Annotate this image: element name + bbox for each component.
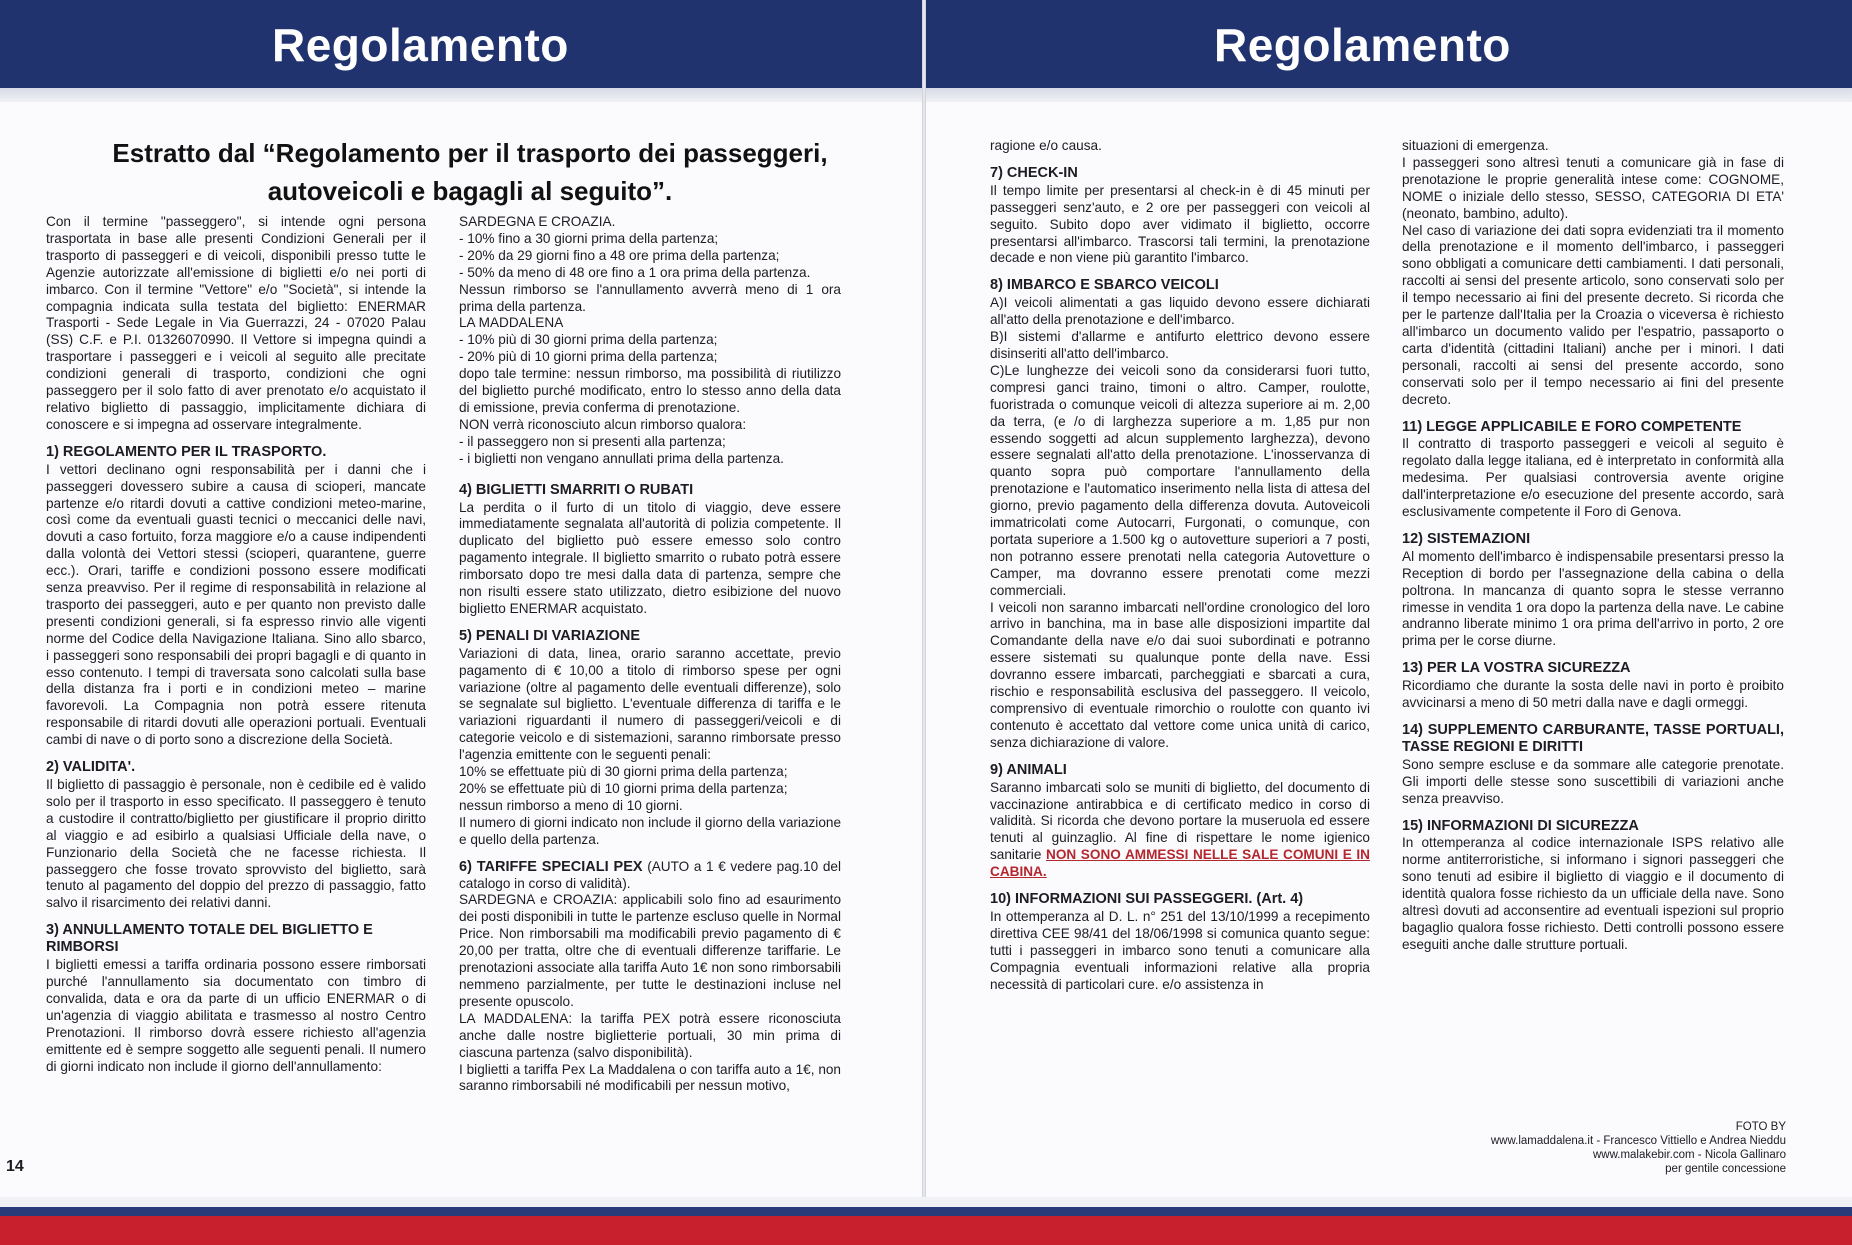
section-5-title: 5) PENALI DI VARIAZIONE xyxy=(459,627,640,644)
column-3 xyxy=(990,138,1370,1004)
section-10-title: 10) INFORMAZIONI SUI PASSEGGERI. (Art. 4) xyxy=(990,891,1304,908)
refund-line: - 20% da 29 giorni fino a 48 ore prima della partenza; xyxy=(459,247,780,263)
section-10-para-1: I passeggeri sono altresì tenuti a comunicare già in fase di prenotazione le proprie generalità intese come: COGNOME, NOME o iniziale dello stesso, SESSO, CATEGORIA DI ETA' (neonato, bambino, adulto). xyxy=(1402,154,1784,221)
section-8-c: C)Le lunghezze dei veicoli sono da considerarsi fuori tutto, compresi ganci traino, timoni o altro. Camper, roulotte, fuoristrada o comunque veicoli di altezza superiore ai m. 2,00 da terra, (e /o di larghezza superiore a m. 1,85 pur non essendo soggetti ad alcun supplemento larghezza), devono essere segnalati all'atto della prenotazione. L'inosservanza di quanto sopra può comportare l'annullamento della prenotazione e l'automatico inserimento nella lista di attesa del giorno, previo pagamento della differenza dovuta. Autoveicoli immatricolati come Autocarri, Furgonati, o comunque, con portata superiore a 1.500 kg o autovetture superiori a 7 posti, non potranno essere prenotati nella categoria Autovetture o Camper, ma dovranno essere prenotati come mezzi commerciali. xyxy=(990,362,1370,598)
header-stripe xyxy=(0,88,922,102)
section-13-title: 13) PER LA VOSTRA SICUREZZA xyxy=(1402,660,1631,677)
intro-paragraph: Con il termine "passeggero", si intende ogni persona trasportata in base alle presenti Condizioni Generali per il trasporto di passeggeri e di veicoli, disponibili presso tutte le Agenzie autorizzate all'emissione di biglietti e/o nei porti di imbarco. Con il termine "Vettore" e/o "Società", si intende la compagnia indicata sulla testata del biglietto: ENERMAR Trasporti - Sede Legale in Via Guerrazzi, 24 - 07020 Palau (SS) C.F. e P.I. 01326070990. Il Vettore si impegna quindi a trasportare i passeggeri e i veicoli al seguito alle precitate condizioni generali di trasporto, condizioni che ogni passeggero per il solo fatto di aver prenotato e/o acquistato il relativo biglietto di passaggio, implicitamente dichiara di conoscere e si impegna ad osservare integralmente. xyxy=(46,214,426,432)
refund-line: - 20% più di 10 giorni prima della partenza; xyxy=(459,349,718,365)
section-12-body: Al momento dell'imbarco è indispensabile presentarsi presso la Reception di bordo per l'assegnazione della cabina o della poltrona. In mancanza di quanto sopra le stesse verranno rimesse in vendita 1 ora dopo la partenza della nave. Le cabine andranno liberate minimo 1 ora prima dell'arrivo in porto, 2 ore prima per le corse diurne. xyxy=(1402,548,1784,649)
section-5-tail: Il numero di giorni indicato non include il giorno della variazione e quello della partenza. xyxy=(459,814,841,847)
section-4-body: La perdita o il furto di un titolo di viaggio, deve essere immediatamente segnalata all'autorità di polizia competente. Il duplicato del biglietto può essere emesso solo contro pagamento integrale. Il biglietto smarrito o rubato potrà essere rimborsato dopo tre mesi dalla data di partenza, sempre che non risulti essere stato utilizzato, dietro esibizione del nuovo biglietto ENERMAR acquistato. xyxy=(459,499,841,616)
section-4-title: 4) BIGLIETTI SMARRITI O RUBATI xyxy=(459,481,694,498)
section-1-body: I vettori declinano ogni responsabilità per i danni che i passeggeri dovessero subire a causa di scioperi, mancate partenze e/o ritardi dovuti a cattive condizioni meteo-marine, così come da eventuali guasti tecnici o meccanici delle navi, dovuti a caso fortuito, forza maggiore e/o a cause indipendenti dalla volontà dei Vettori stessi (scioperi, quarantene, guerre ecc.). Orari, tariffe e condizioni possono essere modificati senza preavviso. Per il regime di responsabilità in relazione al trasporto dei passeggeri, auto e per quanto non previsto dalle presenti condizioni generali, si fa espresso rinvio alle vigenti norme del Codice della Navigazione Italiana. Sino allo sbarco, i passeggeri sono responsabili dei propri bagagli e di quanto in esso contenuto. I tempi di traversata sono calcolati sulla base della distanza fra i porti e in condizioni meteo – marine favorevoli. La Compagnia non potrà essere ritenuta responsabile di ritardi dovuti alle operazioni portuali. Eventuali cambi di nave o di porto sono a discrezione della Società. xyxy=(46,461,426,748)
refund-line: - il passeggero non si presenti alla partenza; xyxy=(459,433,726,449)
refund-line: SARDEGNA E CROAZIA. xyxy=(459,214,616,229)
continued-text: ragione e/o causa. xyxy=(990,138,1102,153)
section-8-title: 8) IMBARCO E SBARCO VEICOLI xyxy=(990,277,1219,294)
refund-line: - 10% fino a 30 giorni prima della partenza; xyxy=(459,230,719,246)
section-7-title: 7) CHECK-IN xyxy=(990,164,1078,181)
credits-line: FOTO BY xyxy=(1735,1121,1786,1133)
section-8-d: I veicoli non saranno imbarcati nell'ordine cronologico del loro arrivo in banchina, ma in base alle disposizioni impartite dal Comandante della nave e/o dai suoi subordinati e potranno essere sistemati su qualunque ponte della nave. Essi dovranno essere imbarcati, parcheggiati e sbarcati a cura, rischio e responsabilità esclusiva del passeggero. Il veicolo, comprensivo di eventuale rimorchio o roulotte con quanto ivi contenuto è accettato dal vettore come unica unità di carico, senza dichiarazione di valore. xyxy=(990,599,1370,750)
footer-bar xyxy=(0,1197,1852,1245)
section-6-title-rest: (AUTO a 1 € vedere pag.10 del catalogo in corso di validità). xyxy=(459,858,841,891)
section-1-title: 1) REGOLAMENTO PER IL TRASPORTO. xyxy=(46,443,327,460)
credits-line: www.lamaddalena.it - Francesco Vittiello e Andrea Nieddu xyxy=(1490,1135,1786,1147)
footer-stripe-white xyxy=(0,1197,1852,1207)
photo-credits xyxy=(1390,1120,1786,1176)
refund-note: Nessun rimborso se l'annullamento avverrà meno di 1 ora prima della partenza. xyxy=(459,281,841,314)
section-8-a: A)I veicoli alimentati a gas liquido devono essere dichiarati all'atto della prenotazione e dell'imbarco. xyxy=(990,295,1370,328)
section-6-body-1: SARDEGNA e CROAZIA: applicabili solo fino ad esaurimento dei posti disponibili in tutte le partenze escluso quelle in Normal Price. Non rimborsabili ma modificabili previo pagamento di € 20,00 per tratta, oltre che di eventuali differenze tariffarie. Le prenotazioni associate alla tariffa Auto 1€ non sono rimborsabili nemmeno parzialmente, per tutte le destinazioni incluse nel presente opuscolo. xyxy=(459,892,841,1009)
section-9-warning: NON SONO AMMESSI NELLE SALE COMUNI E IN CABINA. xyxy=(990,847,1370,880)
section-12-title: 12) SISTEMAZIONI xyxy=(1402,530,1531,547)
section-15-title: 15) INFORMAZIONI DI SICUREZZA xyxy=(1402,817,1639,834)
section-9-title: 9) ANIMALI xyxy=(990,761,1067,778)
section-7-body: Il tempo limite per presentarsi al check-in è di 45 minuti per passeggeri senz'auto, e 2 ore per passeggeri con veicoli al seguito. Subito dopo aver vidimato il biglietto, occorre presentarsi all'imbarco. Trascorsi tali termini, la prenotazione decade e non viene più garantito l'imbarco. xyxy=(990,182,1370,266)
section-2-title: 2) VALIDITA'. xyxy=(46,759,136,776)
refund-line: - 10% più di 30 giorni prima della partenza; xyxy=(459,332,718,348)
section-5-body: Variazioni di data, linea, orario saranno accettate, previo pagamento di € 10,00 a titolo di rimborso spese per ogni variazione (oltre al pagamento delle eventuali differenze), solo se segnalate sul biglietto. L'eventuale differenza di tariffa e le variazioni riguardanti il numero di passeggeri/veicoli e di categorie veicolo e di sistemazioni, saranno rimborsate presso l'agenzia emittente con le seguenti penali: xyxy=(459,645,841,763)
refund-line: - i biglietti non vengano annullati prima della partenza. xyxy=(459,450,784,466)
section-6-title: 6) TARIFFE SPECIALI PEX xyxy=(459,858,643,875)
header-stripe xyxy=(926,88,1852,102)
section-2-body: Il biglietto di passaggio è personale, non è cedibile ed è valido solo per il trasporto in esso specificato. Il passeggero è tenuto a custodire il contratto/biglietto per giustificare il proprio diritto al viaggio e ad esibirlo a qualsiasi Ufficiale della nave, o Funzionario della Società che ne facesse richiesta. Il passeggero che fosse trovato sprovvisto del biglietto, sarà tenuto al pagamento del doppio del prezzo di passaggio, fatto salvo il risarcimento dei relativi danni. xyxy=(46,777,426,911)
refund-note: dopo tale termine: nessun rimborso, ma possibilità di riutilizzo del biglietto purché modificato, entro lo stesso anno della data di emissione, previa conferma di prenotazione. xyxy=(459,366,841,415)
penalty-line: 10% se effettuate più di 30 giorni prima della partenza; xyxy=(459,764,788,780)
refund-line: - 50% da meno di 48 ore fino a 1 ora prima della partenza. xyxy=(459,264,811,280)
document-subtitle: Estratto dal “Regolamento per il trasporto dei passeggeri, autoveicoli e bagagli al seguito”. xyxy=(112,138,828,206)
section-14-title: 14) SUPPLEMENTO CARBURANTE, TASSE PORTUALI, TASSE REGIONI E DIRITTI xyxy=(1402,722,1784,755)
section-10-para-2: Nel caso di variazione dei dati sopra evidenziati tra il momento della prenotazione e il momento dell'imbarco, i passeggeri sono obbligati a comunicare detti cambiamenti. I dati personali, raccolti ai sensi del presente articolo, sono conservati solo per il tempo necessario ai fini del presente decreto. Si ricorda che per le partenze dall'Italia per la Croazia o viceversa è richiesto all'imbarco un documento valido per l'espatrio, passaporto o carta d'identità (cittadini Italiani) anche per i minori. I dati personali, raccolti ai sensi del presente accordo, sono conservati solo per il tempo necessario ai fini del presente decreto. xyxy=(1402,222,1784,407)
section-8-b: B)I sistemi d'allarme e antifurto elettrico devono essere disinseriti all'atto dell'imbarco. xyxy=(990,329,1370,361)
credits-line: per gentile concessione xyxy=(1665,1163,1786,1175)
section-14-body: Sono sempre escluse e da sommare alle categorie prenotate. Gli importi delle stesse sono suscettibili di variazioni anche senza preavviso. xyxy=(1402,756,1784,806)
right-header-bar xyxy=(926,0,1852,88)
page-spine xyxy=(922,0,926,1245)
section-15-body: In ottemperanza al codice internazionale ISPS relativo alle norme antiterroristiche, si informano i signori passeggeri che sono tenuti ad esibire il biglietto di viaggio e il documento di identità qualora fosse richiesto da un ufficiale della nave. Sono altresì dovuti ad acconsentire ad eventuali ispezioni sul proprio bagaglio qualora fosse richiesto. Detti controlli possono essere eseguiti anche dalle strutture portuali. xyxy=(1402,835,1784,952)
column-4 xyxy=(1402,138,1784,964)
section-6-body-2: LA MADDALENA: la tariffa PEX potrà essere riconosciuta anche dalle nostre biglietterie portuali, 30 min prima di ciascuna partenza (salvo disponibilità). xyxy=(459,1010,841,1060)
column-1 xyxy=(46,214,426,1085)
footer-stripe-blue xyxy=(0,1207,1852,1216)
page-number: 14 xyxy=(6,1158,24,1175)
section-11-body: Il contratto di trasporto passeggeri e veicoli al seguito è regolato dalla legge italiana, ed è interpretato in conformità alla medesima. Per qualsiasi controversia avente origine dall'interpretazione e/o esecuzione del presente accordo, sarà esclusivamente competente il Foro di Genova. xyxy=(1402,436,1784,520)
continued-text: situazioni di emergenza. xyxy=(1402,138,1549,153)
column-2 xyxy=(459,214,841,1095)
refund-line: NON verrà riconosciuto alcun rimborso qualora: xyxy=(459,416,747,432)
left-header-bar xyxy=(0,0,922,88)
section-11-title: 11) LEGGE APPLICABILE E FORO COMPETENTE xyxy=(1402,418,1742,435)
penalty-line: 20% se effettuate più di 10 giorni prima della partenza; xyxy=(459,781,788,796)
right-page-title: Regolamento xyxy=(1214,19,1511,71)
section-3-title: 3) ANNULLAMENTO TOTALE DEL BIGLIETTO E RIMBORSI xyxy=(46,922,373,956)
section-10-body: In ottemperanza al D. L. n° 251 del 13/10/1999 a recepimento direttiva CEE 98/41 del 18/06/1998 si comunica quanto segue: tutti i passeggeri in imbarco sono tenuti a comunicare alla Compagnia eventuali informazioni relative alla propria necessità di particolari cure. e/o assistenza in xyxy=(990,908,1370,992)
penalty-line: nessun rimborso a meno di 10 giorni. xyxy=(459,797,683,813)
section-9-body: Saranno imbarcati solo se muniti di biglietto, del documento di vaccinazione antirabbica e di certificato medico in corso di validità. Si ricorda che devono portare la museruola ed essere tenuti al guinzaglio. Al fine di rispettare le nome igienico sanitarie xyxy=(990,779,1370,863)
section-6-body-3: I biglietti a tariffa Pex La Maddalena o con tariffa auto a 1€, non saranno rimborsabili né modificabili per nessun motivo, xyxy=(459,1061,841,1094)
section-13-body: Ricordiamo che durante la sosta delle navi in porto è proibito avvicinarsi a meno di 50 metri dalla nave e dagli ormeggi. xyxy=(1402,678,1784,711)
left-page-title: Regolamento xyxy=(272,19,569,71)
section-3-body: I biglietti emessi a tariffa ordinaria possono essere rimborsati purché l'annullamento sia documentato con timbro di convalida, data e ora da parte di un ufficio ENERMAR o di un'agenzia di viaggio abilitata e trasmesso al nostro Centro Prenotazioni. Il rimborso dovrà essere richiesto all'agenzia emittente ed è sempre soggetto alle seguenti penali. Il numero di giorni indicato non include il giorno dell'annullamento: xyxy=(46,957,426,1074)
refund-line: LA MADDALENA xyxy=(459,315,564,331)
credits-line: www.malakebir.com - Nicola Gallinaro xyxy=(1592,1149,1786,1161)
